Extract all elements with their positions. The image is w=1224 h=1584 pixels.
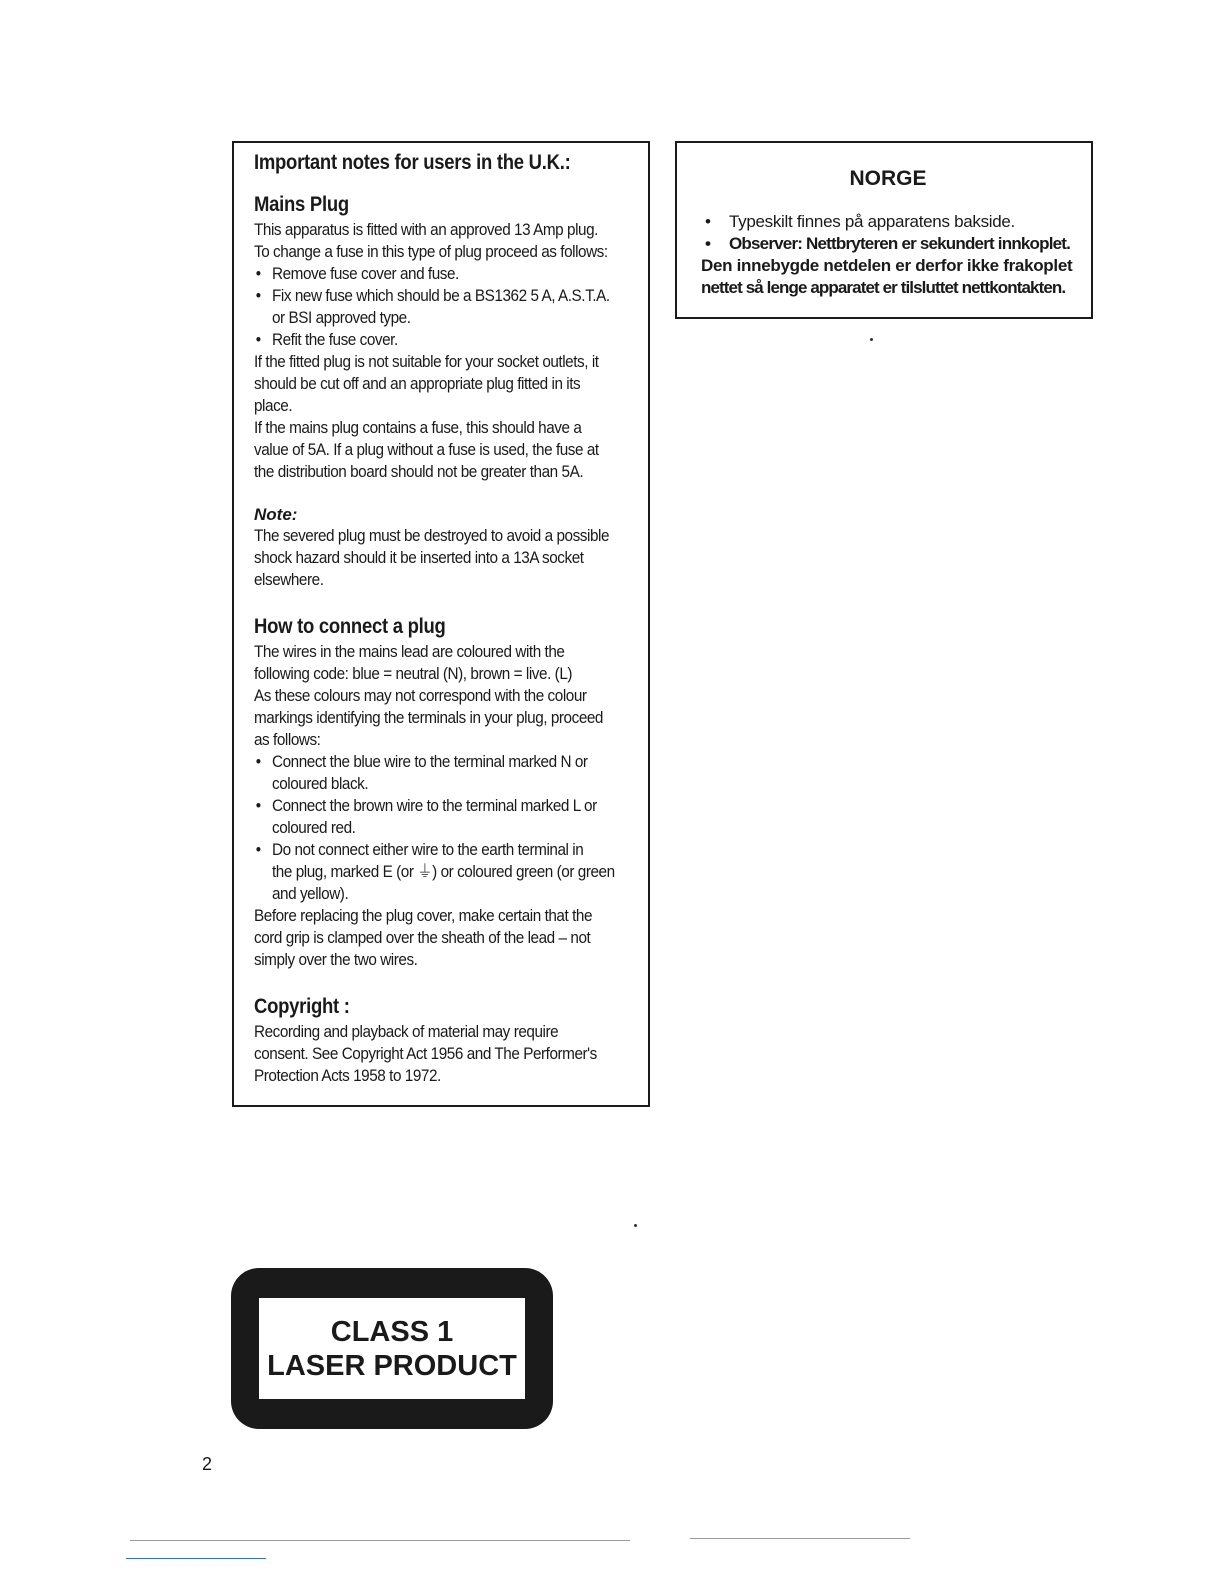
bullet-text: • Refit the fuse cover.: [272, 330, 398, 349]
laser-label-product: LASER PRODUCT: [267, 1349, 517, 1382]
connect-text-line: simply over the two wires.: [254, 950, 418, 969]
mains-plug-bullet: [254, 263, 648, 285]
bullet-text: • Connect the blue wire to the terminal marked N or: [272, 752, 588, 771]
bullet-text: coloured red.: [272, 818, 356, 837]
page-number: 2: [202, 1454, 213, 1474]
mains-plug-text-line: the distribution board should not be greater than 5A.: [254, 462, 584, 481]
norge-box: [675, 141, 1093, 319]
note-text-line: elsewhere.: [254, 570, 324, 589]
connect-intro-line: The wires in the mains lead are coloured with the: [254, 642, 565, 661]
mains-plug-text-line: should be cut off and an appropriate plug fitted in its: [254, 374, 581, 393]
uk-notes-title: Important notes for users in the U.K.:: [254, 151, 571, 174]
norge-text-line: Den innebygde netdelen er derfor ikke frakoplet: [701, 256, 1073, 275]
norge-title: NORGE: [849, 167, 927, 190]
bullet-text: coloured black.: [272, 774, 369, 793]
copyright-text-line: Recording and playback of material may require: [254, 1022, 559, 1041]
norge-bullet-2: • Observer: Nettbryteren er sekundert innkoplet.: [701, 233, 1075, 255]
scan-noise: [130, 1540, 630, 1541]
copyright-heading: Copyright :: [254, 995, 350, 1018]
connect-intro-line: As these colours may not correspond with the colour: [254, 686, 587, 705]
connect-bullet: [254, 751, 648, 795]
mains-plug-text-line: If the fitted plug is not suitable for your socket outlets, it: [254, 352, 599, 371]
mains-plug-bullet: [254, 329, 648, 351]
mains-plug-intro-line: This apparatus is fitted with an approved 13 Amp plug.: [254, 220, 598, 239]
uk-notes-box: [232, 141, 650, 1107]
bullet-text: • Do not connect either wire to the earth terminal in: [272, 840, 584, 859]
copyright-text-line: consent. See Copyright Act 1956 and The Performer's: [254, 1044, 597, 1063]
bullet-text: or BSI approved type.: [272, 308, 411, 327]
bullet-text: • Remove fuse cover and fuse.: [272, 264, 459, 283]
connect-intro-line: following code: blue = neutral (N), brown = live. (L): [254, 664, 573, 683]
mains-plug-bullet: [254, 285, 648, 329]
norge-bullet-1: • Typeskilt finnes på apparatens bakside.: [701, 211, 1075, 233]
connect-bullet: [254, 795, 648, 839]
note-text-line: The severed plug must be destroyed to avoid a possible: [254, 526, 610, 545]
class-1-laser-label: [231, 1268, 553, 1429]
scan-speck: [634, 1224, 637, 1227]
scan-noise: [690, 1538, 910, 1539]
bullet-text: • Connect the brown wire to the terminal marked L or: [272, 796, 597, 815]
mains-plug-text-line: value of 5A. If a plug without a fuse is used, the fuse at: [254, 440, 599, 459]
connect-plug-heading: How to connect a plug: [254, 615, 446, 638]
laser-label-inner: [259, 1298, 525, 1399]
scan-speck: [870, 338, 873, 341]
connect-intro-line: markings identifying the terminals in your plug, proceed: [254, 708, 604, 727]
mains-plug-text-line: If the mains plug contains a fuse, this should have a: [254, 418, 582, 437]
mains-plug-heading: Mains Plug: [254, 193, 349, 216]
copyright-text-line: Protection Acts 1958 to 1972.: [254, 1066, 441, 1085]
note-text-line: shock hazard should it be inserted into a 13A socket: [254, 548, 584, 567]
connect-text-line: cord grip is clamped over the sheath of the lead – not: [254, 928, 591, 947]
mains-plug-intro-line: To change a fuse in this type of plug proceed as follows:: [254, 242, 608, 261]
laser-label-class: CLASS 1: [330, 1315, 454, 1348]
connect-intro-line: as follows:: [254, 730, 321, 749]
bullet-text: • Fix new fuse which should be a BS1362 5 A, A.S.T.A.: [272, 286, 610, 305]
norge-text-line: nettet så lenge apparatet er tilsluttet nettkontakten.: [701, 278, 1066, 297]
bullet-text: and yellow).: [272, 884, 349, 903]
bullet-text: the plug, marked E (or ⏚) or coloured green (or green: [272, 862, 615, 881]
note-heading: Note:: [254, 505, 298, 524]
footer-rule: [126, 1558, 266, 1559]
mains-plug-text-line: place.: [254, 396, 293, 415]
connect-bullet: [254, 839, 648, 905]
connect-text-line: Before replacing the plug cover, make certain that the: [254, 906, 593, 925]
